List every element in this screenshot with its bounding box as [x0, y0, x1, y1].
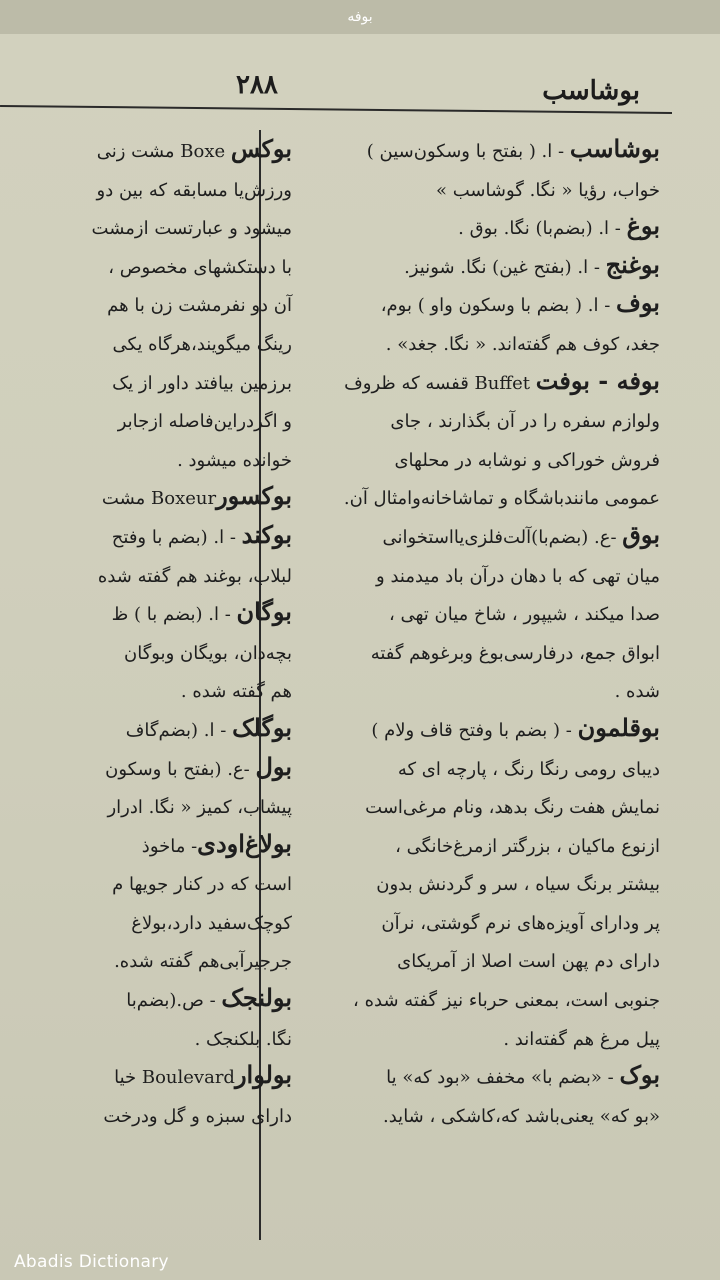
entry-text: نمایش هفت رنگ بدهد، ونام مرغی‌است — [365, 797, 660, 819]
entry-line — [270, 863, 660, 902]
running-head: بوشاسب — [542, 76, 640, 106]
entry-line — [0, 979, 292, 1018]
entry-text: و اگردراین‌فاصله ازجابر — [117, 411, 292, 433]
entry-headword: بوشاسب — [569, 134, 660, 163]
entry-line — [0, 825, 292, 864]
entry-line — [270, 748, 660, 787]
entry-text: صدا میکند ، شیپور ، شاخ میان تهی ، — [388, 604, 660, 626]
entry-line — [270, 207, 660, 246]
dictionary-page-photo — [0, 34, 720, 1280]
entry-headword: بوفه - بوفت — [535, 365, 660, 395]
entry-line — [0, 477, 292, 516]
entry-line — [270, 130, 660, 169]
entry-headword: بوگلک — [232, 712, 292, 742]
entry-text: عمومی مانندباشگاه و تماشاخانه‌وامثال آن. — [343, 488, 660, 510]
entry-text: هم گفته شده . — [180, 681, 292, 703]
entry-line — [270, 246, 660, 285]
entry-line — [270, 169, 660, 208]
entry-text: خوانده میشود . — [177, 449, 292, 471]
entry-text: - ( بضم با وفتح قاف ولام ) — [371, 719, 578, 741]
entry-line — [0, 786, 292, 825]
entry-line — [270, 555, 660, 594]
entry-line — [0, 863, 292, 902]
app-title: بوفه — [347, 9, 373, 25]
entry-text: جرجیرآبی‌هم گفته شده. — [114, 951, 292, 973]
entry-text: «بو که» یعنی‌باشد که،کاشکی ، شاید. — [383, 1105, 660, 1127]
entry-headword: بولاغ‌اودی — [197, 828, 292, 858]
entry-text: ازنوع ماکیان ، بزرگتر ازمرغ‌خانگی ، — [395, 835, 660, 857]
entry-line — [0, 593, 292, 632]
entry-line — [0, 323, 292, 362]
entry-headword: بوق — [622, 519, 660, 549]
app-title-bar — [0, 0, 720, 34]
entry-line — [0, 207, 292, 246]
entry-text: ورزش‌یا مسابقه که بین دو — [96, 179, 292, 201]
entry-line — [270, 362, 660, 401]
entry-line — [270, 400, 660, 439]
entry-text: - ماخوذ — [141, 835, 198, 857]
entry-line — [270, 593, 660, 632]
entry-text: با دستکشهای مخصوص ، — [108, 256, 292, 278]
entry-text: رینگ میگویند،هرگاه یکی — [112, 333, 292, 355]
entry-line — [0, 400, 292, 439]
entry-text: جنوبی است، بمعنی حرباء نیز گفته شده ، — [353, 990, 660, 1012]
entry-line — [0, 169, 292, 208]
entry-text: ابواق جمع، درفارسی‌بوغ وبرغوهم گفته — [370, 642, 660, 664]
entry-line — [0, 1095, 292, 1134]
entry-line — [0, 1018, 292, 1057]
entry-line — [0, 246, 292, 285]
entry-line — [0, 130, 292, 169]
entry-line — [270, 1095, 660, 1134]
entry-line — [270, 902, 660, 941]
entry-headword: بوف — [616, 288, 660, 318]
entry-text: نگا. بلکنجک . — [194, 1028, 292, 1050]
entry-line — [270, 940, 660, 979]
entry-text: خواب، رؤیا « نگا. گوشاسب » — [435, 179, 660, 201]
entry-text: دیبای رومی رنگا رنگ ، پارچه ای که — [397, 758, 660, 780]
entry-text: - ص.(بضم‌با — [126, 990, 222, 1012]
entry-text: - «بضم با» مخفف «بود که» یا — [386, 1067, 620, 1089]
entry-headword: بوقلمون — [577, 712, 660, 742]
entry-text: میشود و عبارتست ازمشت — [91, 218, 292, 240]
entry-text: - ا. (بفتح غین) نگا. شونیز. — [404, 256, 606, 278]
left-column — [0, 130, 292, 1133]
entry-headword: بوغ — [626, 211, 660, 241]
entry-line — [0, 1056, 292, 1095]
entry-headword: بوکند — [241, 519, 292, 549]
entry-text: -ع. (بضم‌با)آلت‌فلزی‌یااستخوانی — [382, 526, 623, 548]
entry-headword: بوکس — [230, 134, 292, 163]
entry-text: Boulevard خیا — [114, 1067, 235, 1089]
entry-line — [270, 786, 660, 825]
entry-text: Boxe مشت زنی — [96, 141, 231, 162]
entry-line — [0, 902, 292, 941]
brand-watermark: Abadis Dictionary — [14, 1252, 169, 1272]
entry-text: - ا. ( بفتح با وسکون‌سین ) — [366, 141, 570, 162]
entry-line — [270, 670, 660, 709]
entry-line — [0, 709, 292, 748]
entry-text: فروش خوراکی و نوشابه در محلهای — [394, 449, 660, 471]
entry-text: میان تهی که با دهان درآن باد میدمند و — [376, 565, 660, 587]
entry-text: - ا. (بضم‌با) نگا. بوق . — [458, 218, 627, 240]
entry-text: دارای دم پهن است اصلا از آمریکای — [397, 951, 660, 973]
entry-line — [270, 323, 660, 362]
entry-text: دارای سبزه و گل ودرخت — [103, 1105, 292, 1127]
entry-line — [270, 439, 660, 478]
entry-headword: بوکسور — [216, 481, 292, 511]
entry-line — [0, 748, 292, 787]
entry-text: لبلاب، بوغند هم گفته شده — [97, 565, 292, 587]
entry-text: بیشتر برنگ سیاه ، سر و گردنش بدون — [376, 874, 660, 896]
entry-text: کوچک‌سفید دارد،بولاغ — [131, 912, 292, 934]
entry-line — [0, 670, 292, 709]
entry-line — [0, 362, 292, 401]
entry-line — [270, 516, 660, 555]
entry-line — [0, 284, 292, 323]
entry-line — [270, 979, 660, 1018]
page-number: ۲۸۸ — [236, 70, 278, 100]
entry-text: - ا. (بضم با ) ظ — [111, 604, 237, 626]
entry-text: پر ودارای آویزه‌های نرم گوشتی، نرآن — [381, 912, 660, 934]
entry-text: پیشاب، کمیز « نگا. ادرار — [107, 797, 292, 819]
entry-line — [270, 284, 660, 323]
entry-text: پیل مرغ هم گفته‌اند . — [503, 1028, 660, 1050]
entry-text: جغد، کوف هم گفته‌اند. « نگا. جغد» . — [385, 333, 660, 355]
entry-line — [270, 632, 660, 671]
entry-line — [0, 555, 292, 594]
entry-text: بچه‌دان، بویگان وبوگان — [123, 642, 292, 664]
entry-line — [0, 632, 292, 671]
entry-text: -ع. (بفتح با وسکون — [105, 758, 256, 780]
entry-text: Boxeur مشت — [101, 488, 217, 510]
entry-line — [270, 477, 660, 516]
entry-text: - ا. (بضم‌گاف — [125, 719, 233, 741]
entry-line — [270, 1018, 660, 1057]
entry-text: ولوازم سفره را در آن بگذارند ، جای — [390, 411, 660, 433]
entry-text: است که در کنار جویها م — [112, 874, 292, 896]
right-column — [270, 130, 660, 1133]
entry-line — [0, 516, 292, 555]
entry-line — [270, 825, 660, 864]
header-rule — [0, 105, 672, 114]
entry-line — [0, 940, 292, 979]
entry-text: Buffet قفسه که ظروف — [344, 372, 536, 394]
entry-headword: بوغنج — [605, 249, 660, 279]
entry-line — [270, 1056, 660, 1095]
entry-headword: بوگان — [236, 597, 292, 627]
entry-headword: بولوار — [234, 1060, 292, 1090]
entry-text: برزمین بیافتد داور از یک — [112, 372, 292, 394]
entry-headword: بولنجک — [221, 983, 292, 1013]
entry-line — [270, 709, 660, 748]
entry-text: - ا. ( بضم با وسکون واو ) بوم، — [380, 295, 617, 317]
entry-headword: بول — [255, 751, 292, 781]
entry-text: آن دو نفرمشت زن با هم — [107, 295, 292, 317]
entry-text: شده . — [614, 681, 660, 703]
entry-headword: بوک — [619, 1060, 660, 1090]
entry-line — [0, 439, 292, 478]
entry-text: - ا. (بضم با وفتح — [111, 526, 242, 548]
